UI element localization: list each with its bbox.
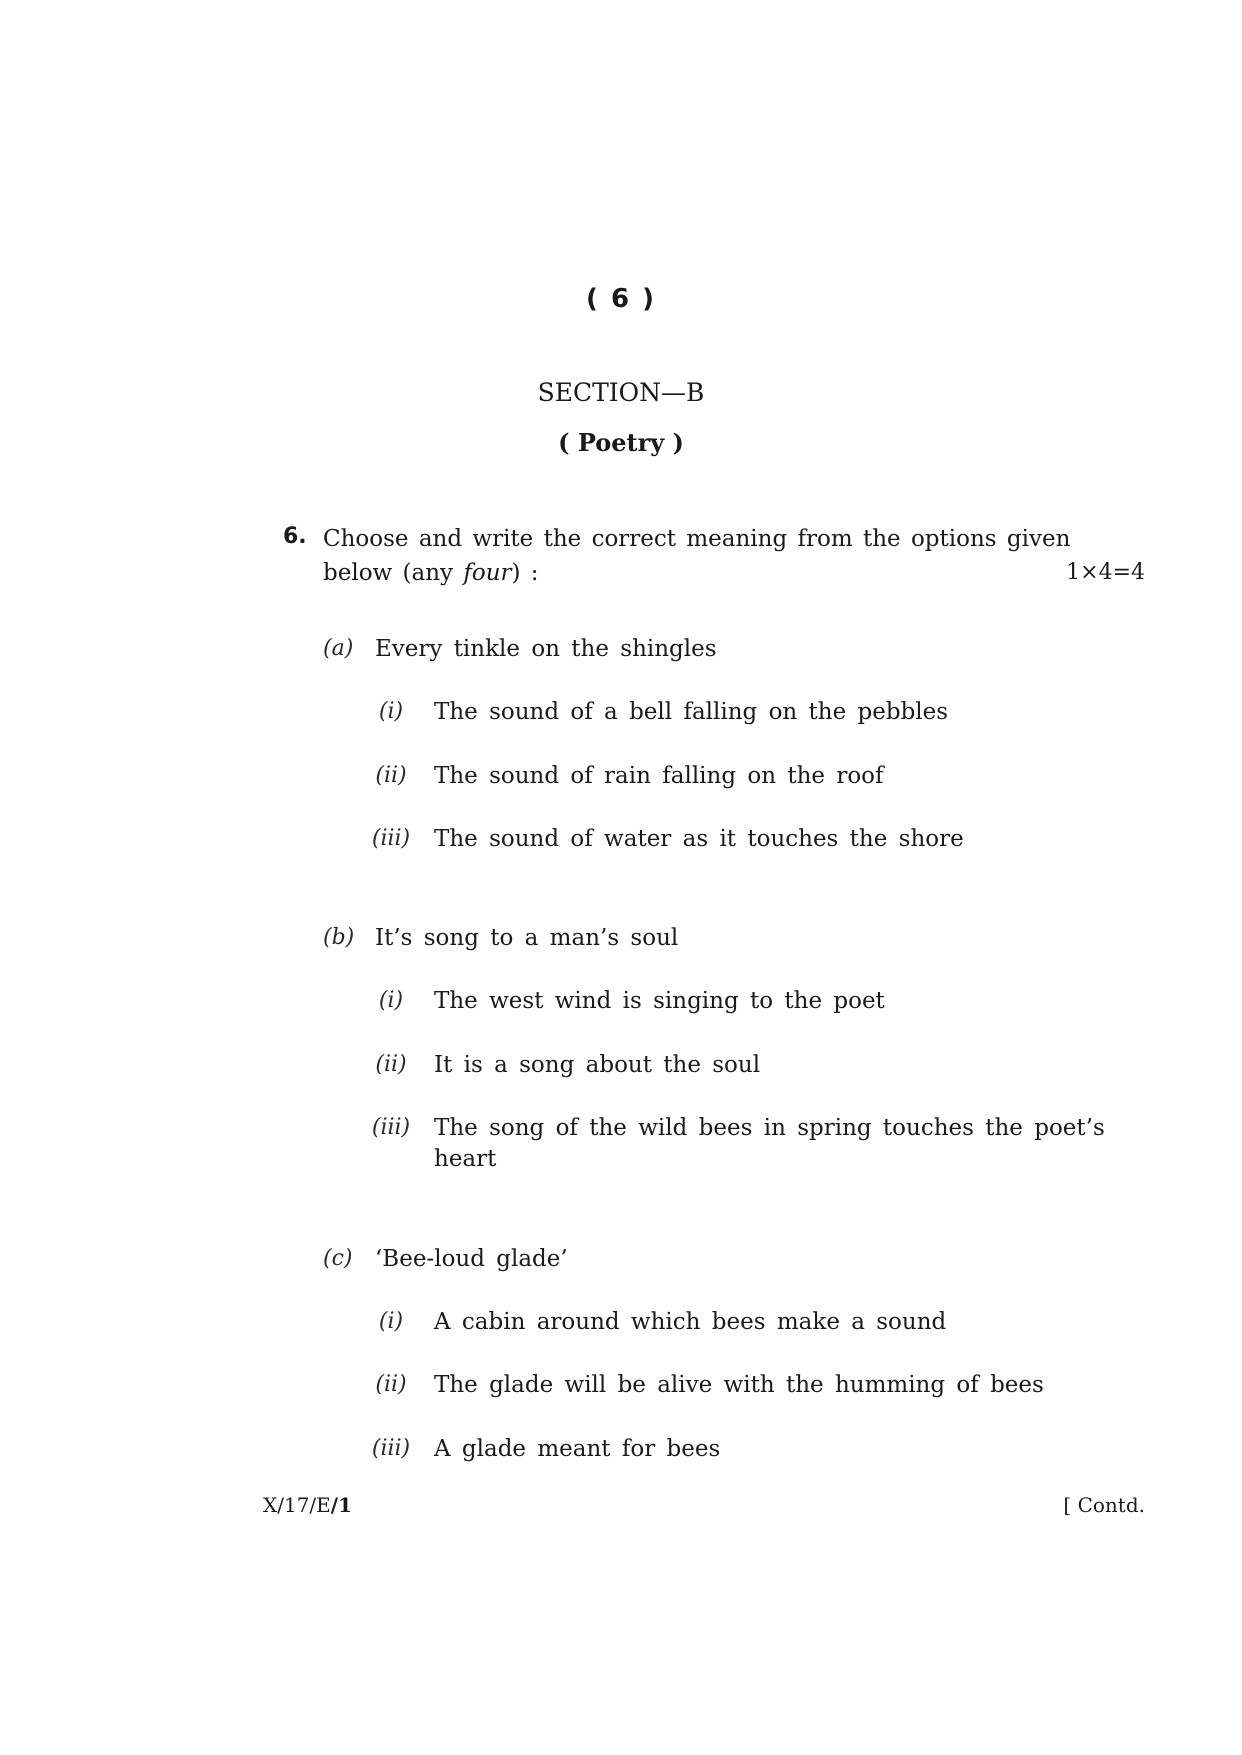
question-text-line2-italic: four <box>463 560 512 586</box>
question-marks: 1×4=4 <box>1066 560 1145 585</box>
question-text-line2-pre: below (any <box>323 560 464 586</box>
question-number: 6. <box>283 524 307 549</box>
part-a-option-ii-text: The sound of rain falling on the roof <box>434 763 884 789</box>
part-a-option-i-label: (i) <box>378 699 404 724</box>
part-b-option-ii-text: It is a song about the soul <box>434 1052 761 1078</box>
page-number: ( 6 ) <box>586 284 656 314</box>
part-b-option-i-text: The west wind is singing to the poet <box>434 988 885 1014</box>
part-c-option-i-text: A cabin around which bees make a sound <box>434 1309 947 1335</box>
part-a-text: Every tinkle on the shingles <box>375 636 717 662</box>
question-text-line2-post: ) : <box>511 560 539 586</box>
part-b-option-ii-label: (ii) <box>375 1052 407 1077</box>
part-b-option-iii-text-line2: heart <box>434 1146 497 1172</box>
part-b-option-i-label: (i) <box>378 988 404 1013</box>
part-c-option-i-label: (i) <box>378 1309 404 1334</box>
section-title: SECTION—B <box>537 378 705 407</box>
part-b-option-iii-text-line1: The song of the wild bees in spring touches the poet’s <box>434 1115 1105 1141</box>
section-subtitle: ( Poetry ) <box>558 428 684 457</box>
question-text-line2 <box>323 556 539 590</box>
part-b-text: It’s song to a man’s soul <box>375 925 679 951</box>
part-c-label: (c) <box>323 1246 353 1271</box>
paper-code-suffix: /1 <box>330 1493 352 1517</box>
part-a-option-i-text: The sound of a bell falling on the pebbles <box>434 699 949 725</box>
paper-code <box>263 1493 352 1517</box>
contd-marker: [ Contd. <box>1063 1493 1145 1517</box>
part-a-label: (a) <box>323 636 354 661</box>
part-c-option-ii-label: (ii) <box>375 1372 407 1397</box>
part-a-option-iii-text: The sound of water as it touches the shore <box>434 826 964 852</box>
part-c-text: ‘Bee-loud glade’ <box>375 1246 568 1272</box>
part-b-option-iii-label: (iii) <box>371 1115 411 1140</box>
part-c-option-ii-text: The glade will be alive with the humming of bees <box>434 1372 1044 1398</box>
part-a-option-ii-label: (ii) <box>375 763 407 788</box>
paper-code-prefix: X/17/E <box>263 1493 331 1517</box>
part-a-option-iii-label: (iii) <box>371 826 411 851</box>
part-b-label: (b) <box>323 925 355 950</box>
question-text-line1: Choose and write the correct meaning from the options given <box>323 526 1071 552</box>
part-c-option-iii-text: A glade meant for bees <box>434 1436 721 1462</box>
part-c-option-iii-label: (iii) <box>371 1436 411 1461</box>
